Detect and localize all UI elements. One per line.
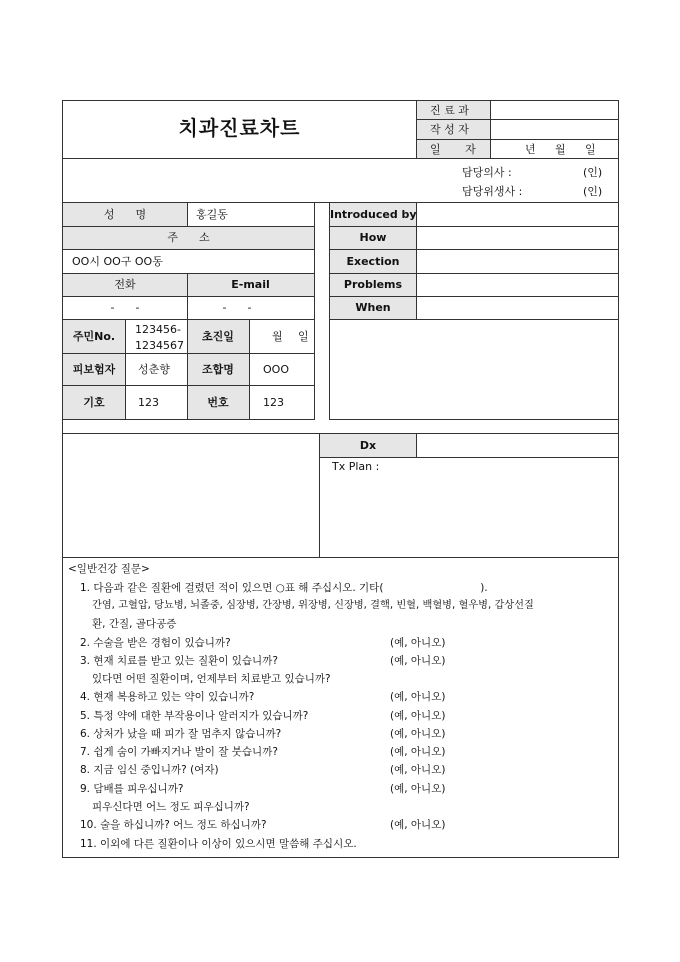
email-label: E-mail (231, 278, 270, 291)
dept-field[interactable] (491, 101, 618, 119)
phone-value[interactable]: - - (110, 301, 140, 314)
divider (416, 139, 619, 140)
how-field[interactable] (417, 227, 618, 249)
answer-choice[interactable]: (예, 아니오) (390, 691, 446, 703)
union-value[interactable]: OOO (263, 363, 289, 376)
id-value-line1[interactable]: 123456- (135, 323, 181, 336)
question-item: 간염, 고혈압, 당뇨병, 뇌졸중, 심장병, 간장병, 위장병, 신장병, 결핵, 빈혈, 백혈병, 혈우병, 갑상선질 (92, 600, 534, 611)
question-item: 3. 현재 치료를 받고 있는 질환이 있습니까? (80, 655, 278, 667)
divider (416, 100, 417, 158)
page-title: 치과진료차트 (178, 116, 301, 140)
date-day: 일 (585, 143, 596, 156)
divider (125, 319, 126, 419)
symbol-value[interactable]: 123 (138, 396, 159, 409)
divider (62, 158, 619, 159)
first-visit-label: 초진일 (202, 330, 234, 343)
introduced-field[interactable] (417, 203, 618, 226)
problems-label: Problems (343, 278, 403, 291)
symbol-label: 기호 (83, 396, 105, 409)
divider (62, 557, 619, 558)
address-value[interactable]: OO시 OO구 OO동 (72, 255, 163, 268)
doctor-label: 담당의사 : (462, 166, 512, 179)
tx-plan-label: Tx Plan : (332, 460, 380, 473)
questions-heading: <일반건강 질문> (68, 563, 150, 575)
answer-choice[interactable]: (예, 아니오) (390, 710, 446, 722)
answer-choice[interactable]: (예, 아니오) (390, 819, 446, 831)
hygienist-label: 담당위생사 : (462, 185, 523, 198)
chart-drawing-area[interactable] (63, 434, 319, 556)
dx-field[interactable] (417, 434, 618, 457)
divider (187, 202, 188, 226)
when-field[interactable] (417, 297, 618, 319)
doctor-seal: (인) (583, 166, 603, 179)
first-visit-day[interactable]: 일 (298, 330, 309, 343)
divider (62, 319, 314, 320)
question-item: 환, 간질, 골다공증 (92, 618, 177, 630)
question-item: 10. 술을 하십니까? 어느 정도 하십니까? (80, 819, 267, 831)
answer-choice[interactable]: (예, 아니오) (390, 728, 446, 740)
question-item: 피우신다면 어느 정도 피우십니까? (92, 801, 250, 813)
question-item: 9. 담배를 피우십니까? (80, 783, 184, 795)
question-item: 5. 특정 약에 대한 부작용이나 알러지가 있습니까? (80, 710, 309, 722)
question-item: 4. 현재 복용하고 있는 약이 있습니까? (80, 691, 255, 703)
insured-value[interactable]: 성춘향 (138, 363, 170, 376)
date-label: 일 자 (430, 143, 476, 156)
notes-area[interactable] (330, 320, 618, 419)
problems-field[interactable] (417, 274, 618, 296)
answer-choice[interactable]: (예, 아니오) (390, 764, 446, 776)
id-label: 주민No. (72, 330, 116, 343)
number-label: 번호 (207, 396, 229, 409)
name-value[interactable]: 홍길동 (196, 208, 228, 221)
insured-label: 피보험자 (72, 363, 116, 376)
divider (62, 419, 314, 420)
divider (62, 353, 314, 354)
dept-label: 진 료 과 (430, 104, 469, 117)
first-visit-month[interactable]: 월 (272, 330, 283, 343)
divider (62, 385, 314, 386)
answer-choice[interactable]: (예, 아니오) (390, 655, 446, 667)
when-label: When (355, 301, 391, 314)
dx-label: Dx (359, 439, 377, 452)
tx-plan-field[interactable] (320, 474, 618, 556)
writer-field[interactable] (491, 120, 618, 138)
divider (319, 457, 619, 458)
date-year: 년 (525, 143, 536, 156)
union-label: 조합명 (202, 363, 234, 376)
hygienist-seal: (인) (583, 185, 603, 198)
question-item: 7. 쉽게 숨이 가빠지거나 발이 잘 붓습니까? (80, 746, 278, 758)
writer-label: 작 성 자 (430, 123, 469, 136)
date-month: 월 (555, 143, 566, 156)
answer-choice[interactable]: (예, 아니오) (390, 783, 446, 795)
number-value[interactable]: 123 (263, 396, 284, 409)
question-item: 1. 다음과 같은 질환에 걸렸던 적이 있으면 ○표 해 주십시오. 기타( ). (80, 582, 488, 594)
expectation-field[interactable] (417, 250, 618, 273)
introduced-label: Introduced by (330, 208, 417, 221)
answer-choice[interactable]: (예, 아니오) (390, 637, 446, 649)
expectation-label: Exection (346, 255, 400, 268)
question-item: 8. 지금 임신 중입니까? (여자) (80, 764, 219, 776)
question-item: 6. 상처가 났을 때 피가 잘 멈추지 않습니까? (80, 728, 282, 740)
answer-choice[interactable]: (예, 아니오) (390, 746, 446, 758)
divider (249, 319, 250, 419)
divider (62, 273, 314, 274)
question-item: 11. 이외에 다른 질환이나 이상이 있으시면 말씀해 주십시오. (80, 838, 357, 850)
question-item: 있다면 어떤 질환이며, 언제부터 치료받고 있습니까? (92, 673, 331, 685)
divider (62, 249, 314, 250)
divider (329, 419, 619, 420)
question-item: 2. 수술을 받은 경험이 있습니까? (80, 637, 231, 649)
name-label: 성 명 (103, 208, 147, 221)
divider (62, 226, 314, 227)
id-value-line2[interactable]: 1234567 (135, 339, 184, 352)
how-label: How (359, 231, 387, 244)
email-value[interactable]: - - (222, 301, 252, 314)
phone-label: 전화 (114, 278, 136, 291)
divider (314, 202, 315, 420)
address-label: 주 소 (167, 231, 210, 244)
divider (62, 296, 314, 297)
